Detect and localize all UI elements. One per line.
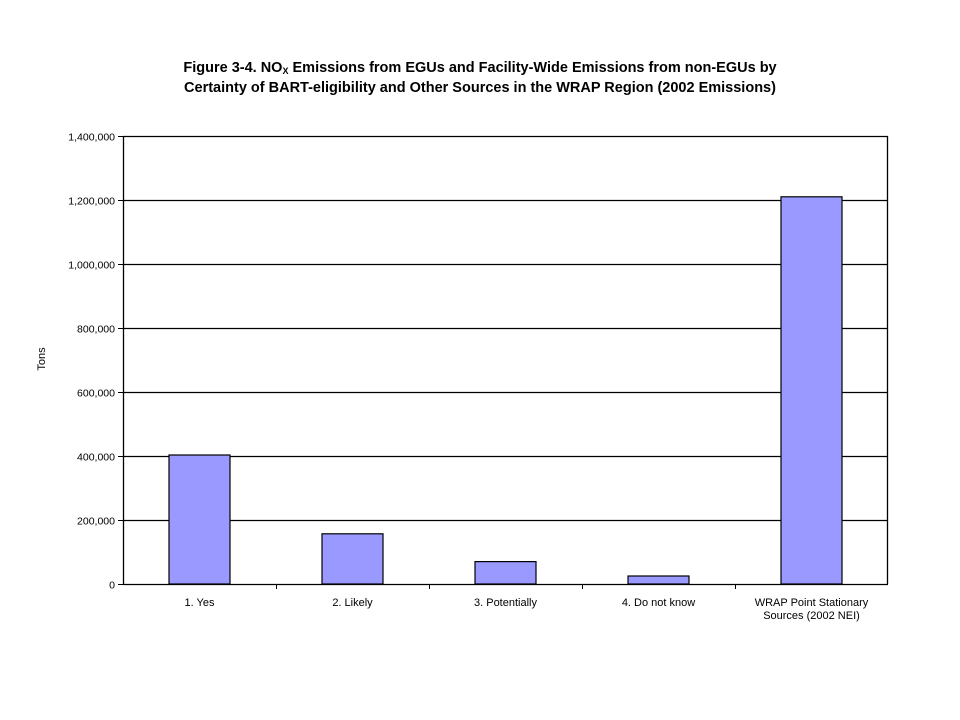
title-subscript: X — [282, 66, 289, 76]
y-tick-label: 800,000 — [77, 323, 115, 336]
bar — [475, 562, 536, 584]
x-category-label: 1. Yes — [184, 597, 215, 609]
x-category-label: 4. Do not know — [621, 597, 696, 609]
y-tick-label: 0 — [109, 579, 115, 592]
gridlines — [123, 137, 888, 521]
y-axis-label: Tons — [36, 347, 48, 371]
x-category-label: WRAP Point Stationary — [754, 597, 869, 609]
title-prefix: Figure 3-4. NO — [183, 60, 283, 76]
y-tick-label: 1,400,000 — [68, 131, 115, 144]
title-suffix: Emissions from EGUs and Facility-Wide Emissions from non-EGUs by — [288, 60, 777, 76]
x-category-label: Sources (2002 NEI) — [763, 610, 860, 622]
x-axis-labels — [185, 597, 869, 622]
y-tick-label: 400,000 — [77, 451, 115, 464]
x-category-label: 2. Likely — [332, 597, 373, 609]
chart-title-line-2: Certainty of BART-eligibility and Other Sources in the WRAP Region (2002 Emissions) — [184, 80, 776, 96]
x-category-label: 3. Potentially — [474, 597, 537, 609]
bar — [628, 576, 689, 584]
y-tick-label: 1,000,000 — [68, 259, 115, 272]
y-tick-label: 1,200,000 — [68, 195, 115, 208]
y-axis-ticks — [68, 132, 123, 592]
y-tick-label: 200,000 — [77, 515, 115, 528]
bar — [781, 197, 842, 584]
bar — [169, 455, 230, 584]
bar — [322, 534, 383, 584]
y-tick-label: 600,000 — [77, 387, 115, 400]
bars — [169, 197, 842, 584]
